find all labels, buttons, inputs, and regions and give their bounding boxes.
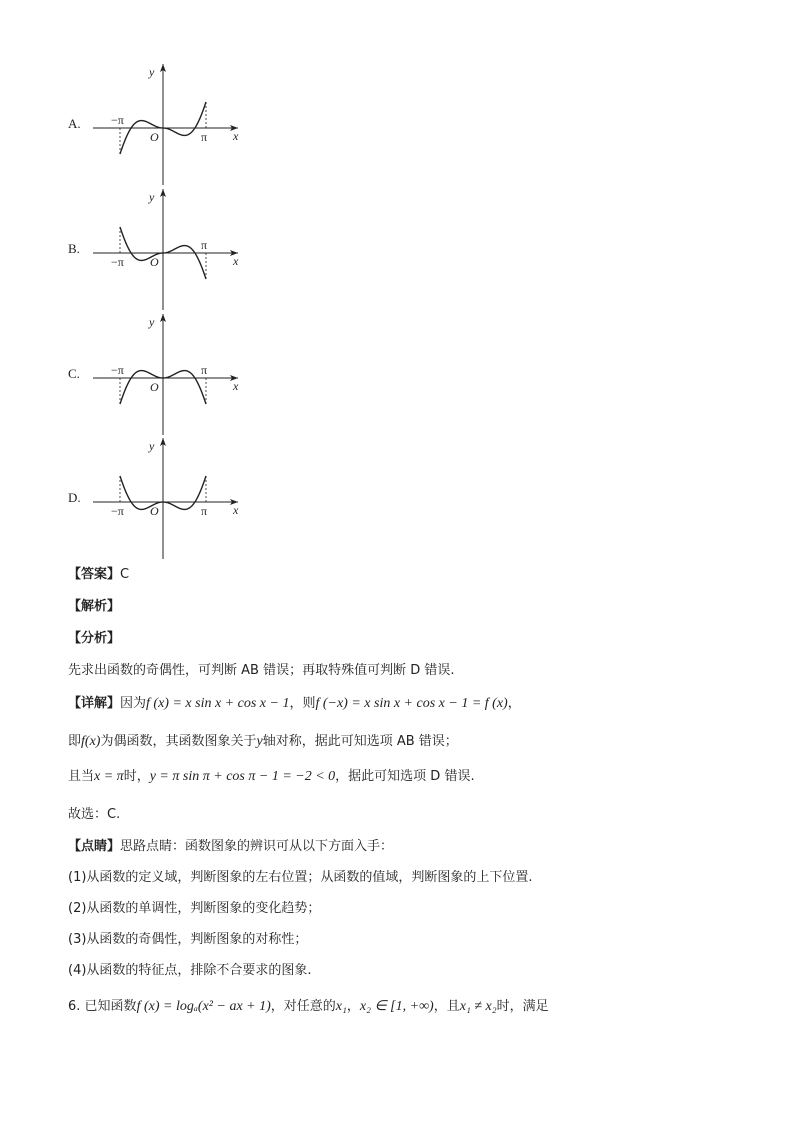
question-text: ， (346, 999, 360, 1014)
detail-line-1 (68, 695, 521, 713)
detail-formula: f (x) = x sin x + cos x − 1 (146, 696, 290, 711)
tips-tag: 【点睛】 (68, 839, 121, 854)
pi-label: π (201, 130, 208, 144)
question-6 (68, 998, 549, 1016)
graph-option-a (88, 60, 248, 190)
tips-item: (2)从函数的单调性，判断图象的变化趋势； (68, 901, 321, 916)
detail-text: 因为 (120, 696, 147, 711)
tips-line (68, 838, 393, 856)
x-axis-label: x (233, 129, 239, 143)
graph-option-c (88, 310, 248, 440)
x-axis-label: x (233, 379, 239, 393)
question-number: 6. (68, 999, 81, 1014)
question-formula: x₁ ≠ x₂ (459, 999, 497, 1014)
graph-option-b (88, 185, 248, 315)
origin-label: O (150, 255, 159, 269)
detail-text: 且当 (68, 769, 95, 784)
answer-value: C (120, 567, 130, 582)
question-text: 时，满足 (496, 999, 549, 1014)
detail-text: ，则 (289, 696, 316, 711)
question-formula: x₂ ∈ [1, +∞) (359, 999, 434, 1014)
tips-item: (3)从函数的奇偶性，判断图象的对称性； (68, 932, 308, 947)
y-axis-label: y (149, 190, 155, 204)
detail-tag: 【详解】 (68, 696, 121, 711)
question-text: ，且 (433, 999, 460, 1014)
x-axis-label: x (233, 503, 239, 517)
detail-line-3 (68, 768, 475, 786)
detail-text: 为偶函数，其函数图象关于 (100, 734, 257, 749)
detail-formula: f(x) (81, 734, 101, 749)
fenxi-text: 先求出函数的奇偶性，可判断 AB 错误；再取特殊值可判断 D 错误. (68, 663, 455, 678)
detail-text: ，据此可知选项 D 错误. (335, 769, 475, 784)
detail-formula: x = π (94, 769, 124, 784)
y-axis-label: y (149, 65, 155, 79)
option-label-c: C. (68, 366, 80, 381)
neg-pi-label: −π (111, 504, 124, 518)
option-label-d: D. (68, 490, 81, 505)
origin-label: O (150, 504, 159, 518)
neg-pi-label: −π (111, 363, 124, 377)
detail-text: 即 (68, 734, 82, 749)
fenxi-line (68, 630, 120, 648)
neg-pi-label: −π (111, 255, 124, 269)
y-axis-label: y (149, 315, 155, 329)
choose-line: 故选：C. (68, 807, 121, 822)
tips-item: (1)从函数的定义域，判断图象的左右位置；从函数的值域，判断图象的上下位置. (68, 870, 533, 885)
question-formula: f (x) = logₐ(x² − ax + 1) (136, 999, 271, 1014)
option-label-a: A. (68, 116, 81, 131)
origin-label: O (150, 130, 159, 144)
pi-label: π (201, 238, 208, 252)
detail-formula: y = π sin π + cos π − 1 = −2 < 0 (149, 769, 336, 784)
tips-item: (4)从函数的特征点，排除不合要求的图象. (68, 963, 312, 978)
pi-label: π (201, 363, 208, 377)
pi-label: π (201, 504, 208, 518)
detail-formula: y (256, 734, 263, 749)
detail-line-2 (68, 733, 458, 751)
detail-formula: f (−x) = x sin x + cos x − 1 = f (x) (315, 696, 508, 711)
graph-option-d (88, 434, 248, 564)
origin-label: O (150, 380, 159, 394)
detail-text: ， (507, 696, 521, 711)
x-axis-label: x (233, 254, 239, 268)
answer-line (68, 566, 129, 584)
detail-text: 轴对称，据此可知选项 AB 错误； (262, 734, 458, 749)
question-formula: x₁ (335, 999, 347, 1014)
detail-text: 时， (123, 769, 150, 784)
answer-tag: 【答案】 (68, 567, 121, 582)
question-text: 已知函数 (84, 999, 137, 1014)
y-axis-label: y (149, 439, 155, 453)
fenxi-tag: 【分析】 (68, 631, 121, 646)
analysis-line (68, 598, 120, 616)
option-label-b: B. (68, 241, 80, 256)
analysis-tag: 【解析】 (68, 599, 121, 614)
neg-pi-label: −π (111, 113, 124, 127)
question-text: ，对任意的 (270, 999, 336, 1014)
tips-intro: 思路点睛：函数图象的辨识可从以下方面入手： (120, 839, 394, 854)
